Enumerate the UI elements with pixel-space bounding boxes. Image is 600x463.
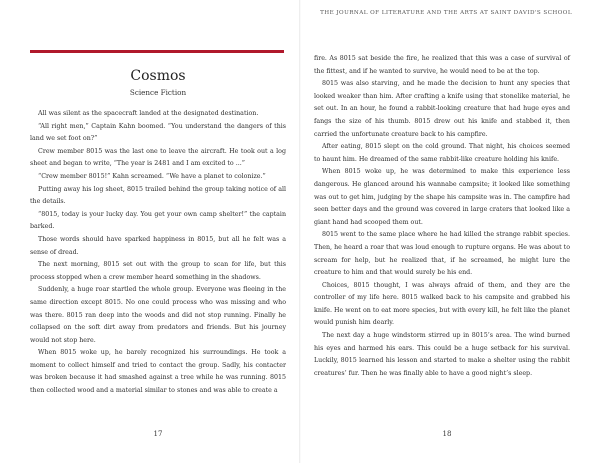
story-title: Cosmos xyxy=(130,68,186,84)
left-body-text xyxy=(30,108,286,398)
paragraph: Crew member 8015 was the last one to leave the aircraft. He took out a log sheet and began to write, “The year is 2481 and I am excited to ...” xyxy=(30,147,286,168)
paragraph: When 8015 woke up, he barely recognized his surroundings. He took a moment to collect himself and tried to contact the group. Sadly, his contacter was broken because it had smashed against a tree while he was running. 8015 then collected wood and a material similar to stones and was able to create a xyxy=(30,349,286,395)
title-rule xyxy=(30,50,284,53)
paragraph: fire. As 8015 sat beside the fire, he realized that this was a case of survival of the fittest, and if he wanted to survive, he would need to be at the top. xyxy=(314,55,570,75)
paragraph: After eating, 8015 slept on the cold ground. That night, his choices seemed to haunt him. He dreamed of the same rabbit-like creature holding his knife. xyxy=(314,143,570,163)
running-head: THE JOURNAL OF LITERATURE AND THE ARTS AT SAINT DAVID'S SCHOOL xyxy=(320,10,572,16)
paragraph: Putting away his log sheet, 8015 trailed behind the group taking notice of all the details. xyxy=(30,185,286,206)
paragraph: “8015, today is your lucky day. You get your own camp shelter!” the captain barked. xyxy=(30,210,286,231)
story-genre: Science Fiction xyxy=(129,88,187,97)
paragraph: Those words should have sparked happiness in 8015, but all he felt was a sense of dread. xyxy=(30,235,286,256)
paragraph: The next morning, 8015 set out with the group to scan for life, but this process stopped when a crew member heard something in the shadows. xyxy=(30,261,286,281)
paragraph: When 8015 woke up, he was determined to make this experience less dangerous. He glanced around his wannabe campsite; it looked like something was out to get him, judging by the shape his campsite was in. The campfire had seen better days and the ground was covered in large craters that looked like a giant hand had scooped them out. xyxy=(314,168,570,226)
paragraph: “All right men,” Captain Kahn boomed. “You understand the dangers of this land we set foot on?” xyxy=(30,122,286,143)
paragraph: “Crew member 8015!” Kahn screamed. “We have a planet to colonize.” xyxy=(38,172,266,180)
paragraph: The next day a huge windstorm stirred up in 8015’s area. The wind burned his eyes and harmed his ears. This could be a huge setback for his survival. Luckily, 8015 learned his lesson and started to make a shelter using the rabbit creatures’ fur. Then he was finally able to have a good night’s sleep. xyxy=(314,332,570,377)
paragraph: 8015 was also starving, and he made the decision to hunt any species that looked weaker than him. After crafting a knife using that stonelike material, he set out. In an hour, he found a rabbit-looking creature that had huge eyes and fangs the size of his thumb. 8015 drew out his knife and stabbed it, then carried the unfortunate creature back to his campfire. xyxy=(314,80,570,138)
paragraph: 8015 went to the same place where he had killed the strange rabbit species. Then, he heard a roar that was loud enough to rupture organs. He was about to scream for help, but he realized that, if he screamed, he might lure the creature to him and that would surely be his end. xyxy=(314,231,570,277)
paragraph-italic-thought: Choices, 8015 thought, I was always afraid of them, and they are the controller of my life here. 8015 walked back to his campsite and grabbed his knife. He went on to eat more species, but with every kill, he felt like the planet would punish him dearly. xyxy=(314,281,570,327)
right-page xyxy=(300,0,600,463)
paragraph: All was silent as the spacecraft landed at the designated destination. xyxy=(38,110,259,117)
page-number-left: 17 xyxy=(153,430,163,438)
paragraph: Suddenly, a huge roar startled the whole group. Everyone was fleeing in the same direction except 8015. No one could process who was missing and who was there. 8015 ran deep into the woods and did not stop running. Finally he collapsed on the soft dirt away from predators and friends. But his journey would not stop here. xyxy=(30,286,286,344)
page-number-right: 18 xyxy=(442,430,452,438)
right-body-text xyxy=(314,53,570,380)
